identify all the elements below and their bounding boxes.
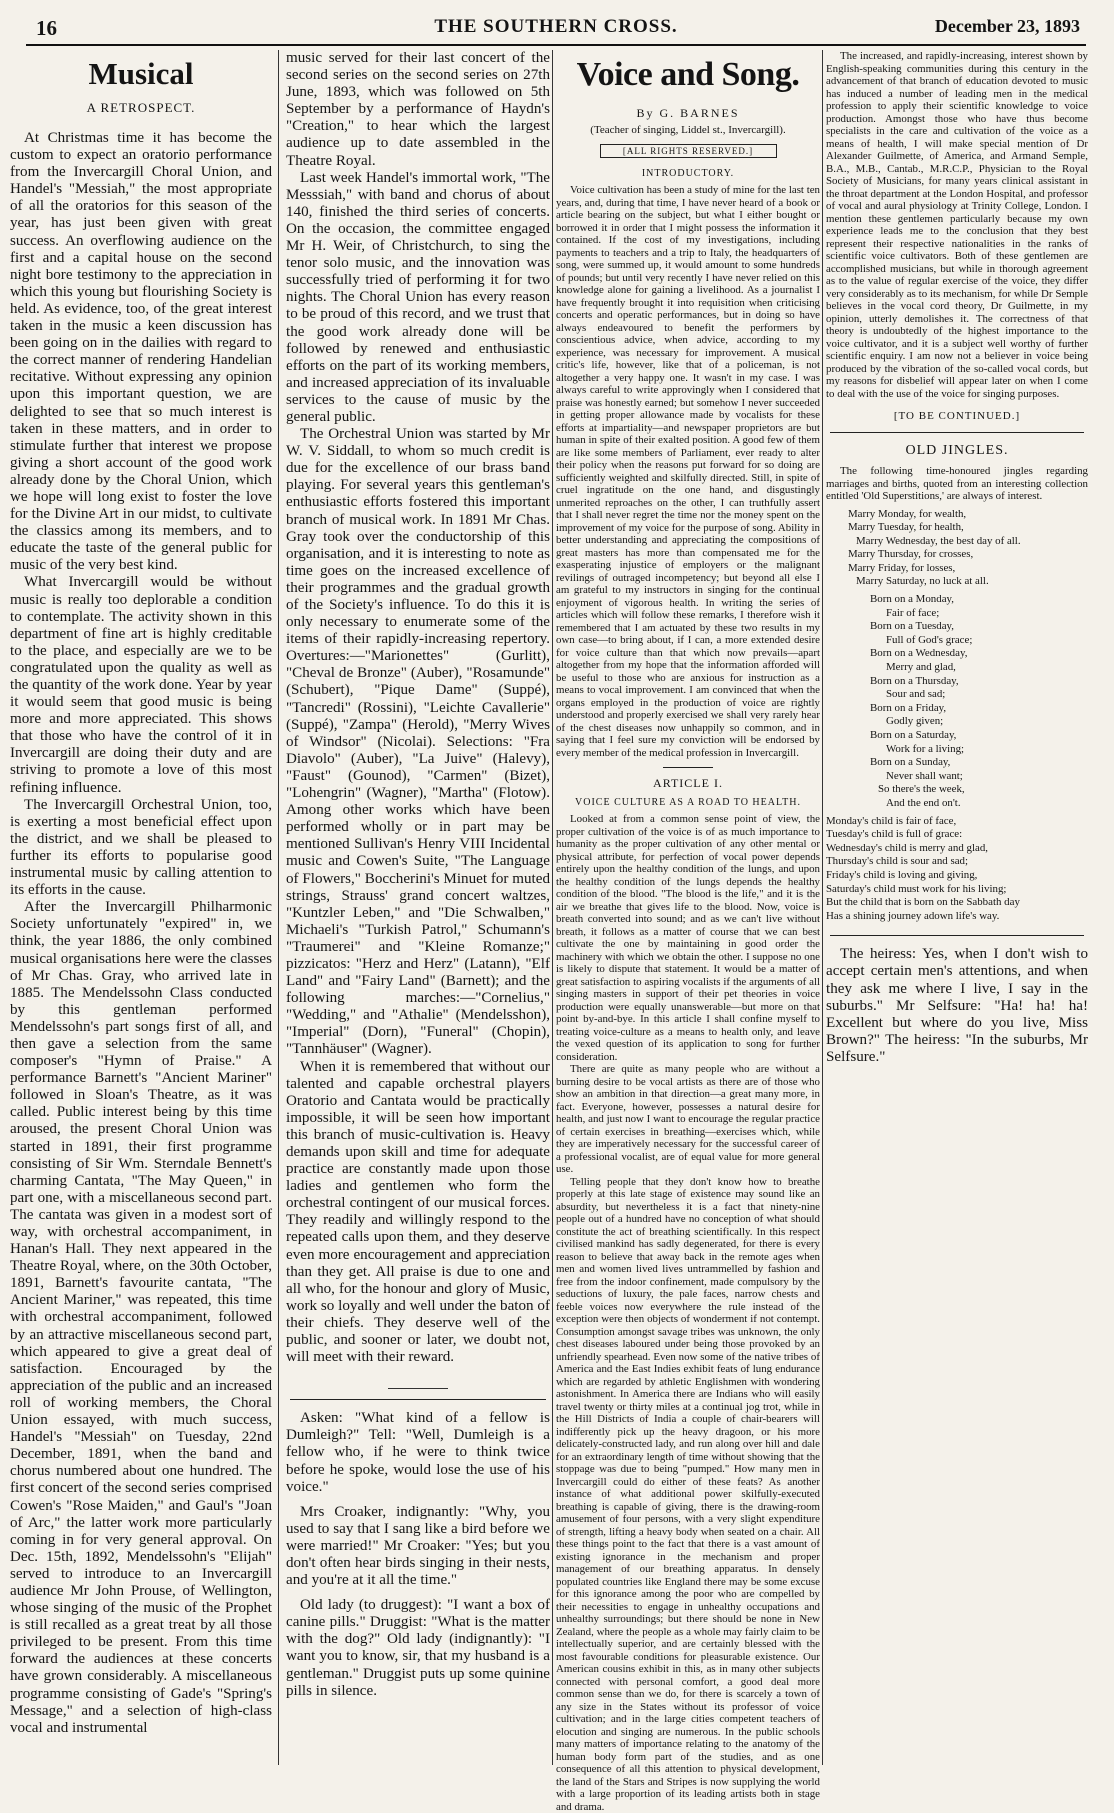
verse-line: Born on a Saturday, [826, 729, 1088, 743]
verse-line: Friday's child is loving and giving, [826, 869, 1088, 883]
article-paragraph: music served for their last concert of the second series on the second series on 27th June, 1893, which was followed on 5th September by a performance of Haydn's "Creation," to hear which the largest audience up to date assembled in the Theatre Royal. [286, 50, 550, 170]
verse-line: Thursday's child is sour and sad; [826, 855, 1088, 869]
article-paragraph: What Invercargill would be without music is really too deplorable a condition to contemplate. The activity shown in this department of fine art is highly creditable to the place, and especially are we to be congratulated upon the quality as well as the quantity of the work done. Year by year it would seem that good music is being more and more appreciated. This shows that those who have the control of it in Invercargill are doing their duty and are striving to promote a love of this most refining influence. [10, 574, 272, 796]
verse-line: Monday's child is fair of face, [826, 815, 1088, 829]
section-divider [663, 767, 713, 768]
article-one-subheading: VOICE CULTURE AS A ROAD TO HEALTH. [556, 797, 820, 808]
verse-line: Marry Thursday, for crosses, [826, 548, 1088, 562]
verse-line: Wednesday's child is merry and glad, [826, 842, 1088, 856]
verse-line: Born on a Tuesday, [826, 620, 1088, 634]
column-rule [278, 50, 279, 1765]
article-paragraph: The Orchestral Union was started by Mr W. V. Siddall, to whom so much credit is due for the excellence of our brass band playing. For several years this gentleman's enthusiastic efforts fostered this important branch of musical work. In 1891 Mr Chas. Gray took over the conductorship of this organisation, and it is interesting to note as time goes on the increased excellence of their programmes and the gradual growth of the Society's influence. To do this it is only necessary to enumerate some of the items of their rapidly-increasing repertory. Overtures:—"Marionettes" (Gurlitt), "Cheval de Bronze" (Auber), "Rosamunde" (Schubert), "Pique Dame" (Suppé), "Tancredi" (Rossini), "Leichte Cavallerie" (Suppé), "Zampa" (Herold), "Merry Wives of Windsor" (Nicolai). Selections: "Fra Diavolo" (Auber), "La Juive" (Halevy), "Faust" (Gounod), "Carmen" (Bizet), "Lohengrin" (Wagner), "Martha" (Flotow). Among other works which have been performed wholly or in part may be mentioned Sullivan's Henry VIII Incidental music and Cowen's Suite, "The Language of Flowers," Boccherini's Minuet for muted strings, Strauss' grand concert waltzes, "Kuntzler Leben," and "Die Schwalben," Michaeli's "Turkish Patrol," Schumann's "Traumerei" and "Kleine Romanze;" pizzicatos: "Herz and Herz" (Latann), "Elf Land" and "Fairy Land" (Barnett); and the following marches:—"Cornelius," "Wedding," and "Athalie" (Mendelsshon), "Imperial" (Dorn), "Funeral" (Chopin), "Tannhäuser" (Wagner). [286, 426, 550, 1058]
verse-line: Born on a Wednesday, [826, 647, 1088, 661]
continued-notice: [TO BE CONTINUED.] [826, 410, 1088, 422]
article-paragraph: The increased, and rapidly-increasing, interest shown by English-speaking communities during this century in the advancement of that branch of education devoted to music has induced a number of leading men in the medical profession to apply their scientific knowledge to voice production. Amongst those who have thus become specialists in the care and cultivation of the voice as a means of health, I will make special mention of Dr Alexander Guilmette, of America, and Armand Semple, B.A., M.B., Cantab., M.R.C.P., Physician to the Royal Society of Musicians, for many years clinical assistant in the throat department at the London Hospital, and professor of vocal and aural physiology at Trinity College, London. I mention these gentlemen particularly because my own experience leads me to the conclusion that they best represent their respective nationalities in the ranks of scientific voice cultivators. Both of these gentlemen are accomplished musicians, but while in thorough agreement as to the value of regular exercise of the voice, they differ very considerably as to its mechanism, for while Dr Semple believes in the vocal cord theory, Dr Guilmette, in my opinion, utterly demolishes it. The correctness of that theory is undoubtedly of the highest importance to the voice cultivator, and it is a subject well worthy of further scientific enquiry. I am now not a believer in voice being produced by the vibration of the so-called vocal cords, but my reasons for disbelief will appear later on when I come to deal with the use of the voice for singing purposes. [826, 50, 1088, 400]
verse-line: Godly given; [826, 715, 1088, 729]
verse-line: Has a shining journey adown life's way. [826, 910, 1088, 924]
article-paragraph: At Christmas time it has become the custom to expect an oratorio performance from the Invercargill Choral Union, and Handel's "Messiah," the most appropriate of all the oratorios for this season of the year, has just been given with great success. An overflowing audience on the first and a capital house on the second night bore testimony to the appreciation in which this young but flourishing Society is held. As evidence, too, of the great interest taken in the music a keen discussion has been going on in the dailies with regard to the correct manner of rendering Handelian recitative. Without expressing any opinion upon this important question, we are delighted to see that so much interest is taken in these matters, and in order to stimulate further that interest we propose giving a short account of the good work already done by the Choral Union, which we hope will long exist to foster the love for the Divine Art in our midst, to cultivate the classics among its members, and to educate the taste of the general public for music of the very best kind. [10, 130, 272, 574]
article-paragraph: Last week Handel's immortal work, "The Messsiah," with band and chorus of about 140, finished the third series of concerts. On the occasion, the committee engaged Mr H. Weir, of Christchurch, to sing the tenor solo music, and the innovation was successfully tried of performing it for two nights. The Choral Union has every reason to be proud of this record, and we trust that the good work already done will be followed by renewed and enthusiastic efforts on the part of its working members, and increased appreciation of its invaluable services to the cause of music by the general public. [286, 170, 550, 426]
byline: By G. BARNES [556, 106, 820, 121]
verse-line: Born on a Thursday, [826, 675, 1088, 689]
verse-line: Tuesday's child is full of grace: [826, 828, 1088, 842]
byline-affiliation: (Teacher of singing, Liddel st., Invercargill). [556, 124, 820, 136]
page-number: 16 [36, 16, 57, 41]
verse-line: Never shall want; [826, 770, 1088, 784]
masthead [26, 14, 1086, 46]
verse-line: Born on a Friday, [826, 702, 1088, 716]
newspaper-name: THE SOUTHERN CROSS. [26, 16, 1086, 38]
verse-line: Merry and glad, [826, 661, 1088, 675]
article-paragraph: Voice cultivation has been a study of mine for the last ten years, and, during that time, I have never heard of a book or article bearing on the subject, but what I either bought or borrowed it in order that I might possess the information it contained. If the cost of my investigations, including payments to teachers and a trip to Italy, the headquarters of song, were summed up, it would amount to some hundreds of pounds; but until very recently I have never relied on this knowledge alone for gaining a livelihood. As a journalist I have frequently brought it into requisition when criticising concerts and operatic performances, but in doing so have always endeavoured to benefit the performers by conscientious advice, when advice, according to my experience, was necessary for improvement. A musical critic's life, however, like that of a policeman, is not altogether a very happy one. It wasn't in my case. I was always careful to write approvingly when I considered that praise was honestly earned; but somehow I never succeeded in getting proper allowance made by vocalists for these efforts at impartiality—and newspaper proprietors are but human in spite of their exalted position. A good few of them are like some members of Parliament, ever ready to alter their policy when the reasons put forward for so doing are sufficiently weighted and skilfully directed. Still, in spite of cruel ingratitude on the one hand, and disgustingly unmerited reproaches on the other, I can truthfully assert that I shall never regret the time nor the money spent on the improvement of my voice for the purpose of song. Ability in better understanding and appreciating the compositions of great masters has more than compensated me for the exasperating injustice of employers or the malignant revilings of outraged incompetency; but beyond all else I am grateful to my instructors in singing for the continual enjoyment of vigorous health. In writing the series of articles which will follow these remarks, I therefore wish it remembered that I am actuated by these two results in my own case—to bring about, if I can, a more extended desire for voice culture than that which now prevails—apart altogether from my hope that the information afforded will be useful to those who are anxious for instruction as a means to vocal improvement. I am convinced that when the organs employed in the production of voice are rightly understood and properly exercised we shall very rarely hear of the chest diseases now unhappily so common, and in saying that I feel sure my conviction will be endorsed by every member of the medical profession in Invercargill. [556, 184, 820, 759]
article-paragraph: After the Invercargill Philharmonic Society unfortunately "expired" in, we think, the year 1886, the only combined musical organisations here were the classes of Mr Chas. Gray, who arrived late in 1885. The Mendelssohn Class conducted by this gentleman performed Mendelssohn's part songs first of all, and then gave a selection from the same composer's "Hymn of Praise." A performance Barnett's "Ancient Mariner" followed in Sloan's Theatre, as it was called. Public interest being by this time aroused, the present Choral Union was started in 1891, their first programme consisting of Sir Wm. Sterndale Bennett's charming Cantata, "The May Queen," in part one, with a miscellaneous second part. The cantata was given in a modest sort of way, with orchestral accompaniment, in Hanan's Hall. They next appeared in the Theatre Royal, where, on the 30th October, 1891, Barnett's favourite cantata, "The Ancient Mariner," was repeated, this time with orchestral accompaniment, followed by an attractive miscellaneous second part, which appeared to give a great deal of satisfaction. Encouraged by the appreciation of the public and an increased roll of working members, the Choral Union essayed, with much success, Handel's "Messiah" on Tuesday, 22nd December, 1891, when the band and chorus numbered about one hundred. The first concert of the second series comprised Cowen's "Rose Maiden," and Gaul's "Joan of Arc," the latter work more particularly coming in for very general approval. On Dec. 15th, 1892, Mendelssohn's "Elijah" served to introduce to an Invercargill audience Mr John Prouse, of Wellington, whose singing of the music of the Prophet is still recalled as a great treat by all those privileged to be present. From this time forward the audiences at these concerts have grown considerably. A miscellaneous programme consisting of Gade's "Spring's Message," and a selection of high-class vocal and instrumental [10, 899, 272, 1737]
column-2 [286, 50, 550, 1765]
section-divider [290, 1399, 546, 1400]
joke-paragraph: Old lady (to druggest): "I want a box of canine pills." Druggist: "What is the matter with the dog?" Old lady (indignantly): "I want you to know, sir, that my husband is a gentleman." Druggist puts up some quinine pills in silence. [286, 1597, 550, 1700]
column-rule [552, 50, 553, 1765]
verse-line: Born on a Monday, [826, 593, 1088, 607]
verse-line: And the end on't. [826, 797, 1088, 811]
column-3 [556, 50, 820, 1765]
joke-paragraph: Mrs Croaker, indignantly: "Why, you used to say that I sang like a bird before we were married!" Mr Croaker: "Yes; but you don't often hear birds singing in their nests, and you're at it all the time." [286, 1504, 550, 1589]
jingles-intro: The following time-honoured jingles regarding marriages and births, quoted from an interesting collection entitled 'Old Superstitions,' are always of interest. [826, 465, 1088, 503]
rights-notice: [ALL RIGHTS RESERVED.] [600, 144, 777, 158]
section-divider [830, 935, 1084, 936]
marry-verse [826, 508, 1088, 590]
verse-line: Work for a living; [826, 743, 1088, 757]
article-paragraph: The Invercargill Orchestral Union, too, is exerting a most beneficial effect upon the district, and we shall be pleased to further its efforts to popularise good instrumental music by calling attention to its efforts in the cause. [10, 797, 272, 900]
introductory-heading: INTRODUCTORY. [556, 168, 820, 179]
musical-heading: Musical [10, 56, 272, 92]
article-paragraph: Looked at from a common sense point of view, the proper cultivation of the voice is of as much importance to humanity as the proper cultivation of any other mental or physical attribute, for perfection of vocal power depends entirely upon the healthy condition of the lungs, and upon the healthy condition of the lungs depends the healthy condition of the blood. "The blood is the life," and it is the air we breathe that gives life to the blood. Now, voice is breath converted into sound; and as we can't live without breath, it follows as a matter of course that we can best cultivate the one by maintaining in good order the machinery with which we obtain the other. I suppose no one is likely to dispute that statement. It would be a matter of great satisfaction to aspiring vocalists if the arguments of all singing masters in support of their pet theories in voice production were equally unanswerable—but more on that point by-and-bye. In this article I shall confine myself to treating voice-culture as a means to health only, and leave the vexed question of its application to song for further consideration. [556, 813, 820, 1063]
joke-paragraph: Asken: "What kind of a fellow is Dumleigh?" Tell: "Well, Dumleigh is a fellow who, if he were to think twice before he spoke, would lose the use of his voice." [286, 1410, 550, 1495]
verse-line: Marry Wednesday, the best day of all. [826, 535, 1088, 549]
article-paragraph: Telling people that they don't know how to breathe properly at this late stage of existence may sound like an absurdity, but nevertheless it is a fact that ninety-nine people out of a hundred have no conception of what should constitute the act of breathing scientifically. In this respect civilised mankind has sadly degenerated, for there is every reason to believe that away back in the remote ages when men and women lived lives untrammelled by fashion and free from the indoor confinement, made compulsory by the seductions of luxury, the pale faces, narrow chests and feeble voices now everywhere the rule instead of the exception were then objects of wonderment if not contempt. Consumption amongst savage tribes was unknown, the only chest diseases laboured under being those provoked by an unfriendly spearhead. Even now some of the native tribes of America and the East Indies exhibit feats of lung endurance which are regarded by athletic Englishmen with wondering astonishment. In America there are Indians who will easily travel twenty or thirty miles at a continual jog trot, while in the Hill Districts of India a couple of chair-bearers will indifferently pick up the heavy dragoon, or his more delicately-constructed lady, and run along over hill and dale for an extraordinary length of time without showing that the stoppage was due to being "pumped." How many men in Invercargill could do either of these feats? As another instance of what additional power skilfully-executed breathing is capable of giving, there is the drawing-room amusement of four persons, with a very slight expenditure of strength, lifting a heavy body when seated on a chair. All these things point to the fact that there is a vast amount of existing ignorance in the mechanism and proper management of our breathing apparatus. In densely populated countries like England there may be some excuse for this ignorance among the poor who are compelled by their necessities to engage in unhealthy occupations and unhealthy surroundings; but there should be none in New Zealand, where the people as a whole may fairly claim to be intellectually superior, and are certainly blessed with the most favourable conditions for pleasurable existence. Our American cousins exhibit in this, as in many other subjects connected with personal comfort, a good deal more common sense than we do, for there is scarcely a town of any size in the States without its professor of voice cultivation; and in the large cities competent teachers of elocution and singing are numerous. In the public schools many matters of importance relating to the anatomy of the human body form part of the studies, and as one consequence of all this attention to physical development, the land of the Stars and Stripes is now supplying the world with a large proportion of its leading artists both in stage and drama. [556, 1176, 820, 1813]
voice-and-song-heading: Voice and Song. [556, 56, 820, 94]
section-divider [830, 432, 1084, 433]
retrospect-subheading: A RETROSPECT. [10, 100, 272, 116]
verse-line: Marry Monday, for wealth, [826, 508, 1088, 522]
verse-line: Saturday's child must work for his living; [826, 883, 1088, 897]
verse-line: Marry Saturday, no luck at all. [826, 575, 1088, 589]
issue-date: December 23, 1893 [935, 16, 1080, 37]
old-jingles-heading: OLD JINGLES. [826, 443, 1088, 459]
article-paragraph: There are quite as many people who are without a burning desire to be vocal artists as there are of those who show an ambition in that direction—a great many more, in fact. Everyone, however, possesses a natural desire for health, and just now I want to encourage the regular practice of certain exercises in breathing—exercises which, while they are imperatively necessary for the successful career of a professional vocalist, are of equal value for more general use. [556, 1063, 820, 1176]
column-1 [10, 50, 272, 1765]
verse-line: But the child that is born on the Sabbath day [826, 896, 1088, 910]
verse-line: Marry Friday, for losses, [826, 562, 1088, 576]
verse-line: Fair of face; [826, 607, 1088, 621]
born-verse [826, 593, 1088, 811]
column-rule [822, 50, 823, 1765]
ornament-divider [388, 1376, 448, 1389]
verse-line: Full of God's grace; [826, 634, 1088, 648]
verse-line: So there's the week, [826, 783, 1088, 797]
verse-line: Marry Tuesday, for health, [826, 521, 1088, 535]
column-4 [826, 50, 1088, 1765]
verse-line: Born on a Sunday, [826, 756, 1088, 770]
article-one-heading: ARTICLE I. [556, 776, 820, 791]
child-verse [826, 815, 1088, 924]
article-paragraph: When it is remembered that without our talented and capable orchestral players Oratorio and Cantata would be practically impossible, it will be seen how important this branch of music-cultivation is. Heavy demands upon skill and time for adequate practice are constantly made upon those ladies and gentlemen who form the orchestral contingent of our musical forces. They readily and willingly respond to the repeated calls upon them, and they deserve even more encouragement and appreciation than they get. All praise is due to one and all who, for the honour and glory of Music, work so loyally and well under the baton of their chiefs. They deserve well of the public, and sooner or later, we doubt not, will meet with their reward. [286, 1059, 550, 1367]
verse-line: Sour and sad; [826, 688, 1088, 702]
heiress-joke: The heiress: Yes, when I don't wish to accept certain men's attentions, and when they ask me where I live, I say in the suburbs." Mr Selfsure: "Ha! ha! ha! Excellent but where do you live, Miss Brown?" The heiress: "In the suburbs, Mr Selfsure." [826, 946, 1088, 1066]
